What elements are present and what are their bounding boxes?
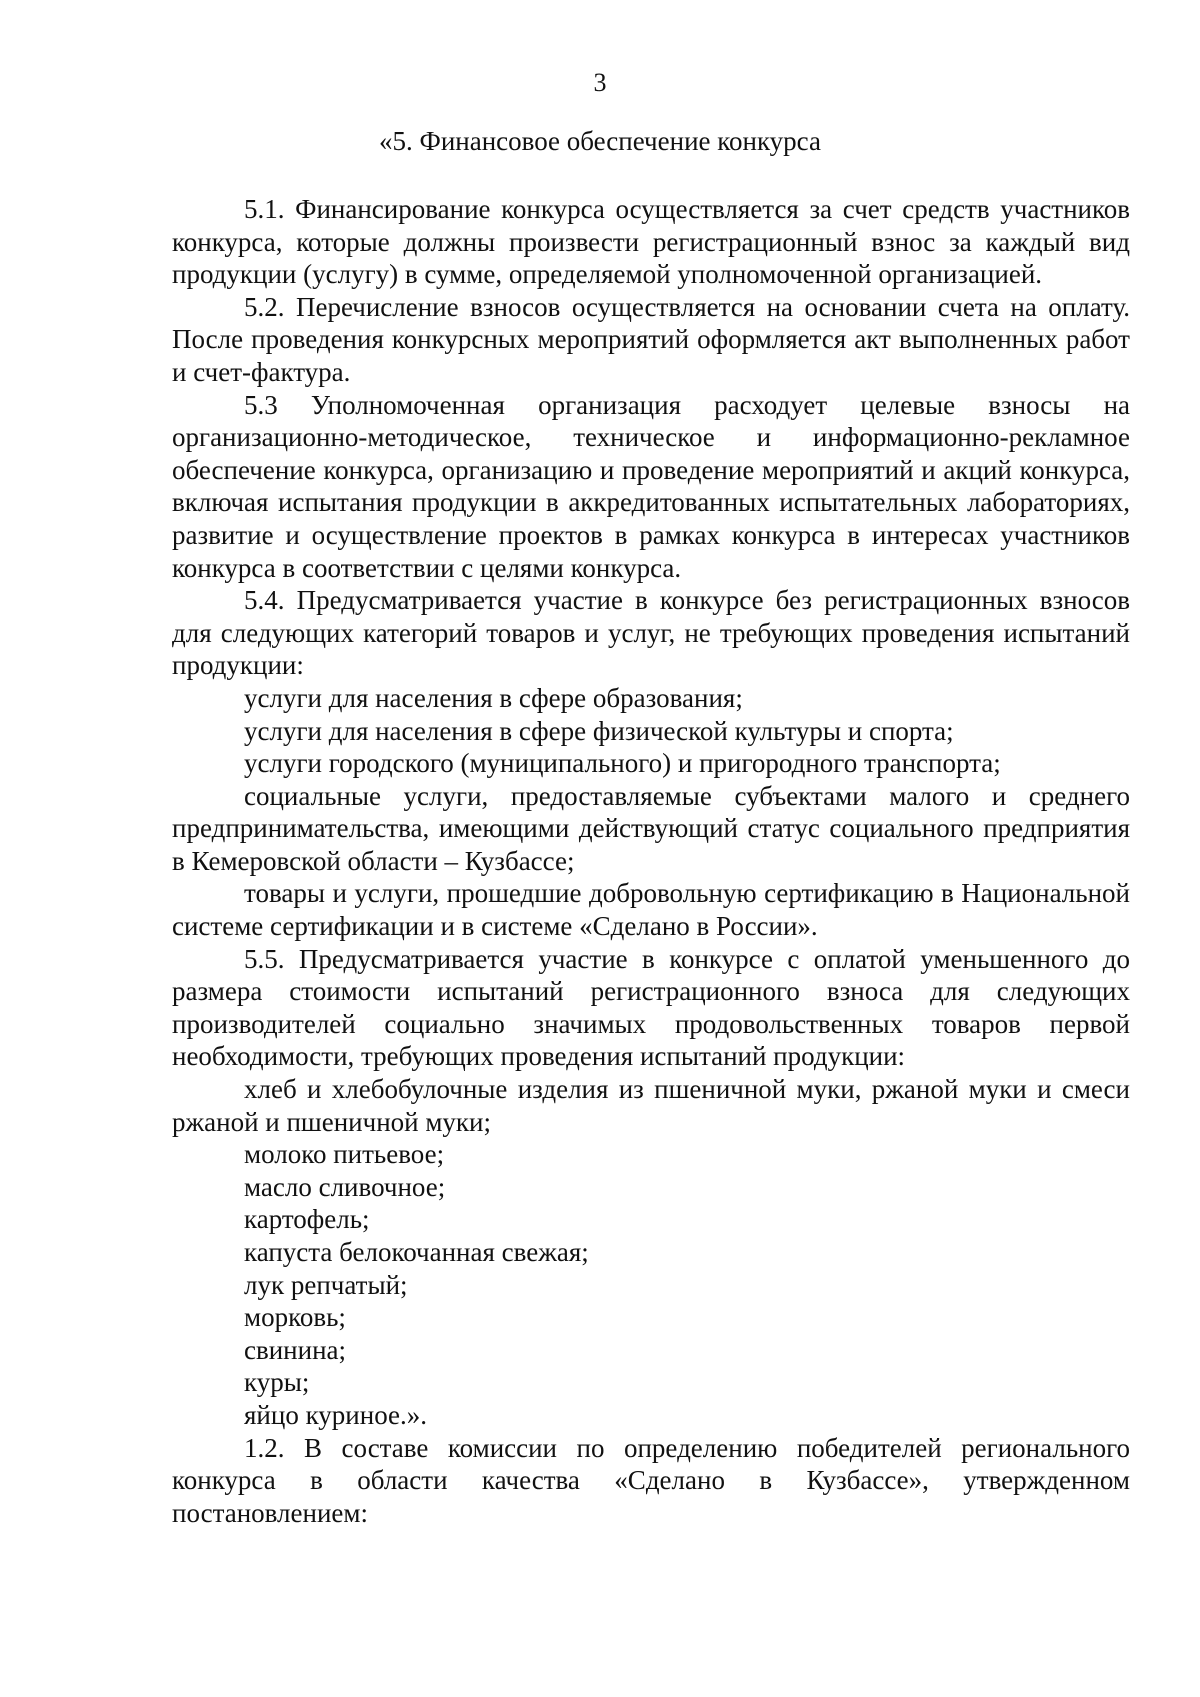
- list-item: хлеб и хлебобулочные изделия из пшеничной муки, ржаной муки и смеси ржаной и пшеничной муки;: [172, 1074, 1130, 1137]
- list-item: яйцо куриное.».: [244, 1399, 428, 1430]
- page-number: 3: [593, 68, 607, 97]
- list-item: молоко питьевое;: [244, 1139, 445, 1170]
- paragraph-5-1: 5.1. Финансирование конкурса осуществляется за счет средств участников конкурса, которые должны произвести регистрационный взнос за каждый вид продукции (услугу) в сумме, определяемой уполномоченной организацией.: [172, 194, 1130, 290]
- list-item: свинина;: [244, 1334, 347, 1365]
- list-item: картофель;: [244, 1204, 370, 1235]
- paragraph-1-2: 1.2. В составе комиссии по определению победителей регионального конкурса в области качества «Сделано в Кузбассе», утвержденном постановлением:: [172, 1432, 1130, 1528]
- list-item: масло сливочное;: [244, 1171, 446, 1202]
- paragraph-5-3: 5.3 Уполномоченная организация расходует целевые взносы на организационно-методическое, техническое и информационно-рекламное обеспечение конкурса, организацию и проведение мероприятий и акций конкурса, включая испытания продукции в аккредитованных испытательных лабораториях, развитие и осуществление проектов в рамках конкурса в интересах участников конкурса в соответствии с целями конкурса.: [172, 389, 1130, 583]
- list-item: услуги для населения в сфере образования;: [244, 682, 743, 713]
- list-item: услуги для населения в сфере физической культуры и спорта;: [244, 715, 954, 746]
- paragraph-5-2: 5.2. Перечисление взносов осуществляется на основании счета на оплату. После проведения конкурсных мероприятий оформляется акт выполненных работ и счет-фактура.: [172, 291, 1130, 387]
- document-body: [172, 193, 1130, 1529]
- paragraph-5-4: 5.4. Предусматривается участие в конкурсе без регистрационных взносов для следующих категорий товаров и услуг, не требующих проведения испытаний продукции:: [172, 585, 1130, 681]
- paragraph-5-5: 5.5. Предусматривается участие в конкурсе с оплатой уменьшенного до размера стоимости испытаний регистрационного взноса для следующих производителей социально значимых продовольственных товаров первой необходимости, требующих проведения испытаний продукции:: [172, 943, 1130, 1072]
- list-item: социальные услуги, предоставляемые субъектами малого и среднего предпринимательства, имеющими действующий статус социального предприятия в Кемеровской области – Кузбассе;: [172, 780, 1130, 876]
- section-title: «5. Финансовое обеспечение конкурса: [379, 126, 821, 156]
- list-item: лук репчатый;: [244, 1269, 408, 1300]
- list-item: товары и услуги, прошедшие добровольную сертификацию в Национальной системе сертификации и в системе «Сделано в России».: [172, 878, 1130, 942]
- list-item: куры;: [244, 1367, 310, 1398]
- list-item: морковь;: [244, 1302, 346, 1333]
- list-item: капуста белокочанная свежая;: [244, 1237, 589, 1267]
- list-item: услуги городского (муниципального) и пригородного транспорта;: [244, 748, 1001, 779]
